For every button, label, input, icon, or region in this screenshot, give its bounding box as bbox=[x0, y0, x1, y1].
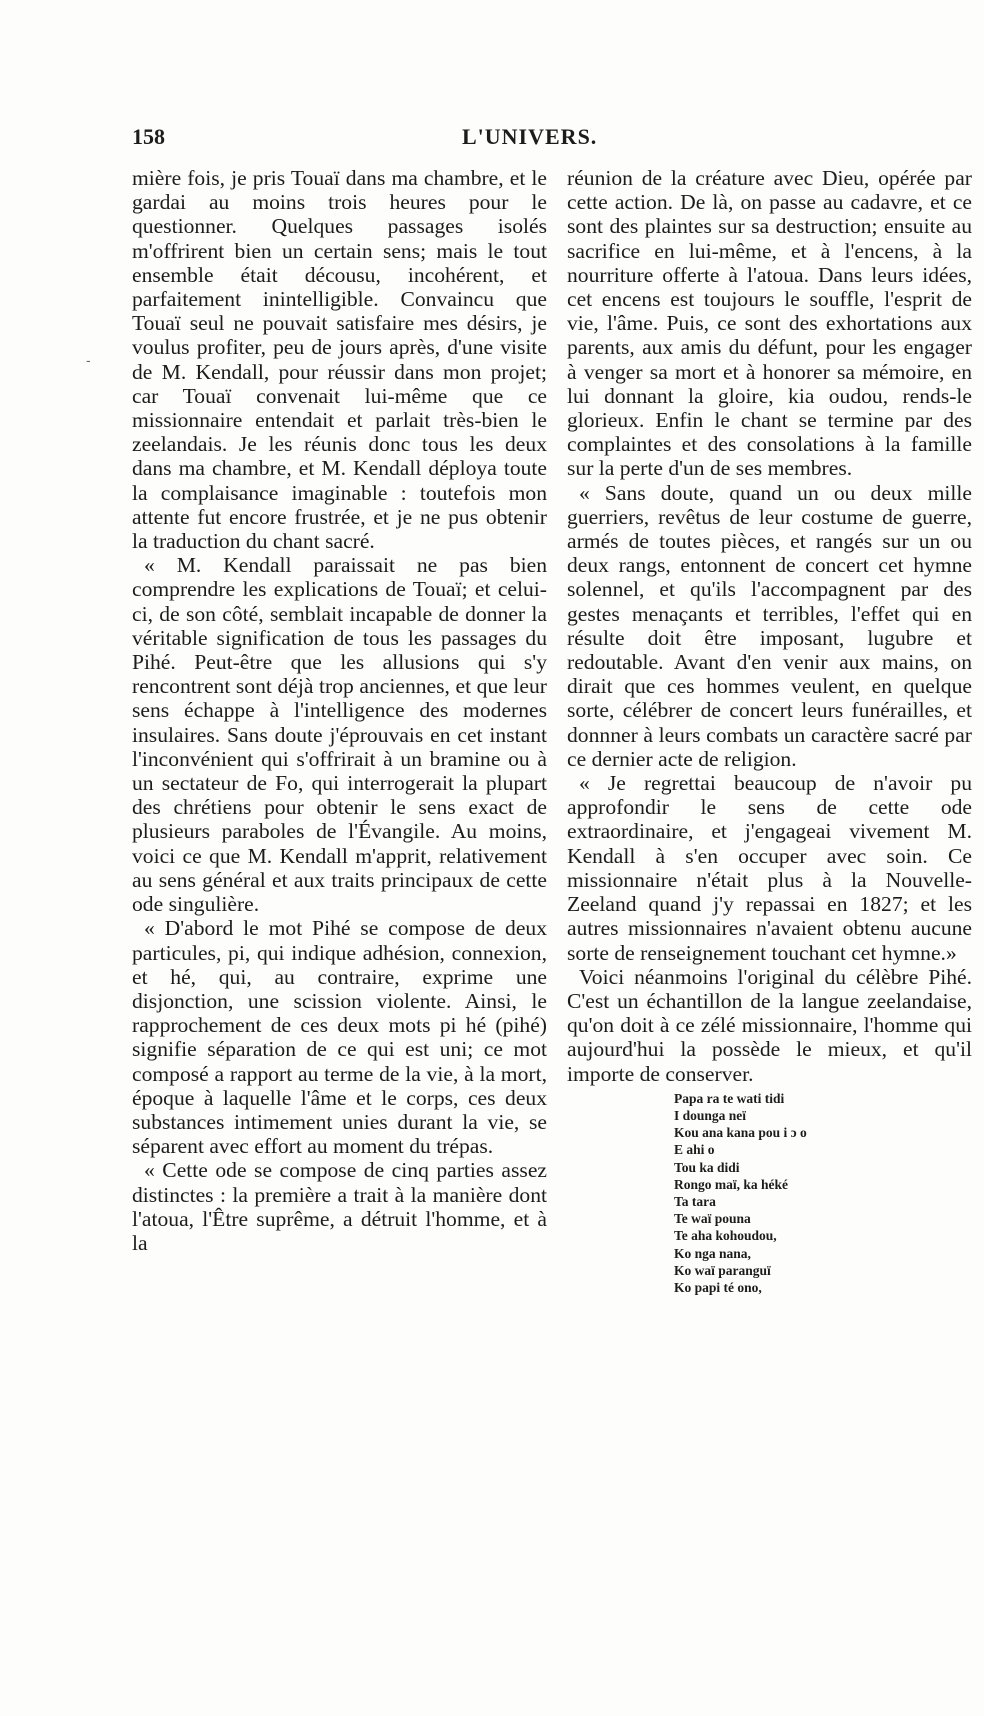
paragraph: réunion de la créature avec Dieu, opérée par cette action. De là, on passe au cadavre, et ce sont des plaintes sur sa destruction; ensuite au sacrifice en lui-même, et à l'encens, à la nourriture offerte à l'atoua. Dans leurs idées, cet encens est toujours le souffle, l'esprit de vie, l'âme. Puis, ce sont des exhortations aux parents, aux amis du défunt, pour les engager à venger sa mort et à honorer sa mémoire, en lui donnant la gloire, kia oudou, rends-le glorieux. Enfin le chant se termine par des complaintes et des consolations à la famille sur la perte d'un de ses membres. bbox=[567, 166, 972, 481]
poem-line: Ko waï paranguï bbox=[674, 1262, 771, 1278]
left-column bbox=[132, 166, 547, 1255]
poem-line: Rongo maï, ka héké bbox=[674, 1176, 789, 1192]
paragraph: « Cette ode se compose de cinq parties assez distinctes : la première a trait à la manière dont l'atoua, l'Être suprême, a détruit l'homme, et à la bbox=[132, 1158, 547, 1255]
poem-line: I dounga neï bbox=[674, 1107, 747, 1123]
paragraph: « Je regrettai beaucoup de n'avoir pu approfondir le sens de cette ode extraordinaire, et j'engageai vivement M. Kendall à s'en occuper avec soin. Ce missionnaire n'était plus à la Nouvelle-Zeeland quand j'y repassai en 1827; et les autres missionnaires n'avaient obtenu aucune sorte de renseignement touchant cet hymne.» bbox=[567, 771, 972, 965]
paragraph: « Sans doute, quand un ou deux mille guerriers, revêtus de leur costume de guerre, armés de toutes pièces, et rangés sur un ou deux rangs, entonnent de concert cet hymne solennel, et qu'ils l'accompagnent par des gestes menaçants et terribles, l'effet qui en résulte doit être imposant, lugubre et redoutable. Avant d'en venir aux mains, on dirait que ces hommes veulent, en quelque sorte, célébrer de concert leurs funérailles, et donnner à leurs combats un caractère sacré par ce dernier acte de religion. bbox=[567, 480, 972, 771]
pihe-poem bbox=[674, 1090, 972, 1296]
paragraph: « M. Kendall paraissait ne pas bien comprendre les explications de Touaï; et celui-ci, de son côté, semblait incapable de donner la véritable signification de tous les passages du Pihé. Peut-être que les allusions qui s'y rencontrent sont déjà trop anciennes, et que leur sens échappe à l'intelligence des modernes insulaires. Sans doute j'éprouvais en cet instant l'inconvénient qui s'offrirait à un bramine ou à un sectateur de Fo, qui interrogerait la plupart des chrétiens pour obtenir le sens exact de plusieurs paraboles de l'Évangile. Au moins, voici ce que M. Kendall m'apprit, relativement au sens général et aux traits principaux de cette ode singulière. bbox=[132, 553, 547, 917]
poem-line: Ko nga nana, bbox=[674, 1245, 751, 1261]
paragraph: Voici néanmoins l'original du célèbre Pihé. C'est un échantillon de la langue zeelandaise, qu'on doit à ce zélé missionnaire, l'homme qui aujourd'hui la possède le mieux, et qu'il importe de conserver. bbox=[567, 964, 972, 1086]
poem-line: E ahi o bbox=[674, 1142, 715, 1158]
running-title: L'UNIVERS. bbox=[462, 124, 598, 149]
poem-line: Tou ka didi bbox=[674, 1159, 740, 1175]
poem-line: Kou ana kana pou i ɔ o bbox=[674, 1125, 807, 1141]
poem-line: Te aha kohoudou, bbox=[674, 1228, 777, 1244]
poem-line: Papa ra te wati tidi bbox=[674, 1090, 785, 1106]
poem-line: Ko papi té ono, bbox=[674, 1279, 762, 1295]
paragraph: « D'abord le mot Pihé se compose de deux particules, pi, qui indique adhésion, connexion, et hé, qui, au contraire, exprime une disjonction, une scission violente. Ainsi, le rapprochement de ces deux mots pi hé (pihé) signifie séparation de ce qui est uni; ce mot composé a rapport au terme de la vie, à la mort, époque à laquelle l'âme et le corps, ces deux substances intimement unies durant la vie, se séparent avec effort au moment du trépas. bbox=[132, 916, 547, 1159]
margin-mark: - bbox=[86, 352, 91, 368]
right-column bbox=[567, 166, 972, 1296]
page-number: 158 bbox=[132, 124, 165, 149]
poem-line: Ta tara bbox=[674, 1193, 716, 1209]
paragraph: mière fois, je pris Touaï dans ma chambre, et le gardai au moins trois heures pour le questionner. Quelques passages isolés m'offrirent bien un certain sens; mais le tout ensemble était décousu, incohérent, et parfaitement inintelligible. Convaincu que Touaï seul ne pouvait satisfaire mes désirs, je voulus profiter, peu de jours après, d'une visite de M. Kendall, pour réussir dans mon projet; car Touaï convenait lui-même que ce missionnaire entendait et parlait très-bien le zeelandais. Je les réunis donc tous les deux dans ma chambre, et M. Kendall déploya toute la complaisance imaginable : toutefois mon attente fut encore frustrée, et je ne pus obtenir la traduction du chant sacré. bbox=[132, 166, 547, 554]
poem-line: Te waï pouna bbox=[674, 1211, 751, 1227]
